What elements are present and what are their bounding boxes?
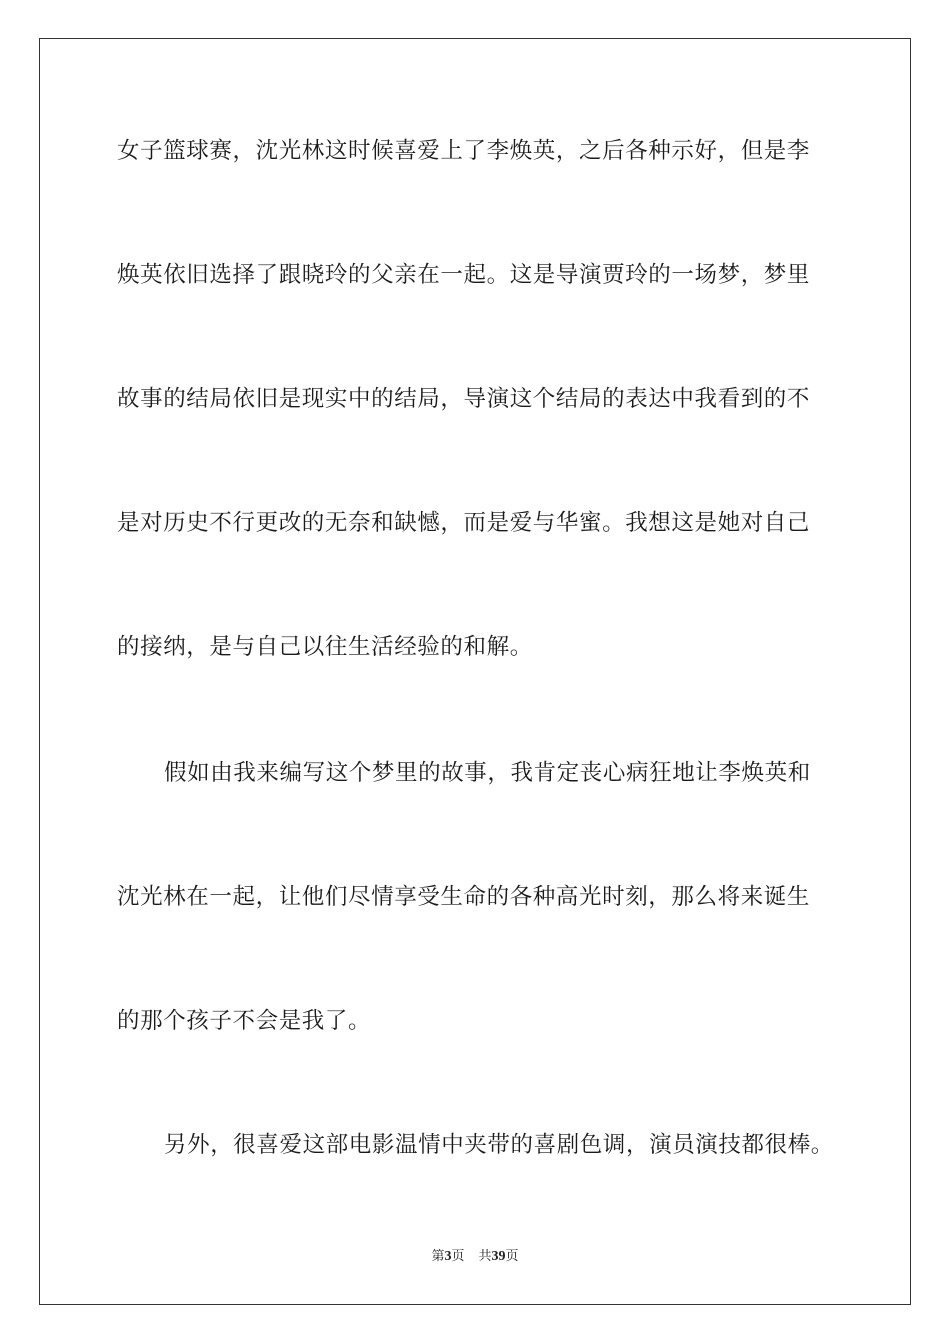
body-line-4: 是对历史不行更改的无奈和缺憾，而是爱与华蜜。我想这是她对自己 (117, 510, 811, 536)
body-line-5: 的接纳，是与自己以往生活经验的和解。 (117, 634, 533, 660)
body-line-6: 假如由我来编写这个梦里的故事，我肯定丧心病狂地让李焕英和 (164, 760, 811, 786)
body-line-1: 女子篮球赛，沈光林这时候喜爱上了李焕英，之后各种示好，但是李 (117, 138, 811, 164)
total-suffix: 页 (505, 1249, 519, 1264)
body-line-3: 故事的结局依旧是现实中的结局，导演这个结局的表达中我看到的不 (117, 386, 811, 412)
body-line-9: 另外，很喜爱这部电影温情中夹带的喜剧色调，演员演技都很棒。 (164, 1132, 834, 1158)
page-prefix: 第 (431, 1249, 445, 1264)
body-line-8: 的那个孩子不会是我了。 (117, 1008, 372, 1034)
page-suffix: 页 (451, 1249, 465, 1264)
page-footer (0, 1245, 950, 1265)
total-prefix: 共 (478, 1249, 492, 1264)
body-line-7: 沈光林在一起，让他们尽情享受生命的各种高光时刻，那么将来诞生 (117, 884, 811, 910)
total-pages: 39 (491, 1249, 506, 1264)
body-line-2: 焕英依旧选择了跟晓玲的父亲在一起。这是导演贾玲的一场梦，梦里 (117, 262, 811, 288)
page-number: 3 (444, 1249, 452, 1264)
page-border (39, 38, 911, 1305)
